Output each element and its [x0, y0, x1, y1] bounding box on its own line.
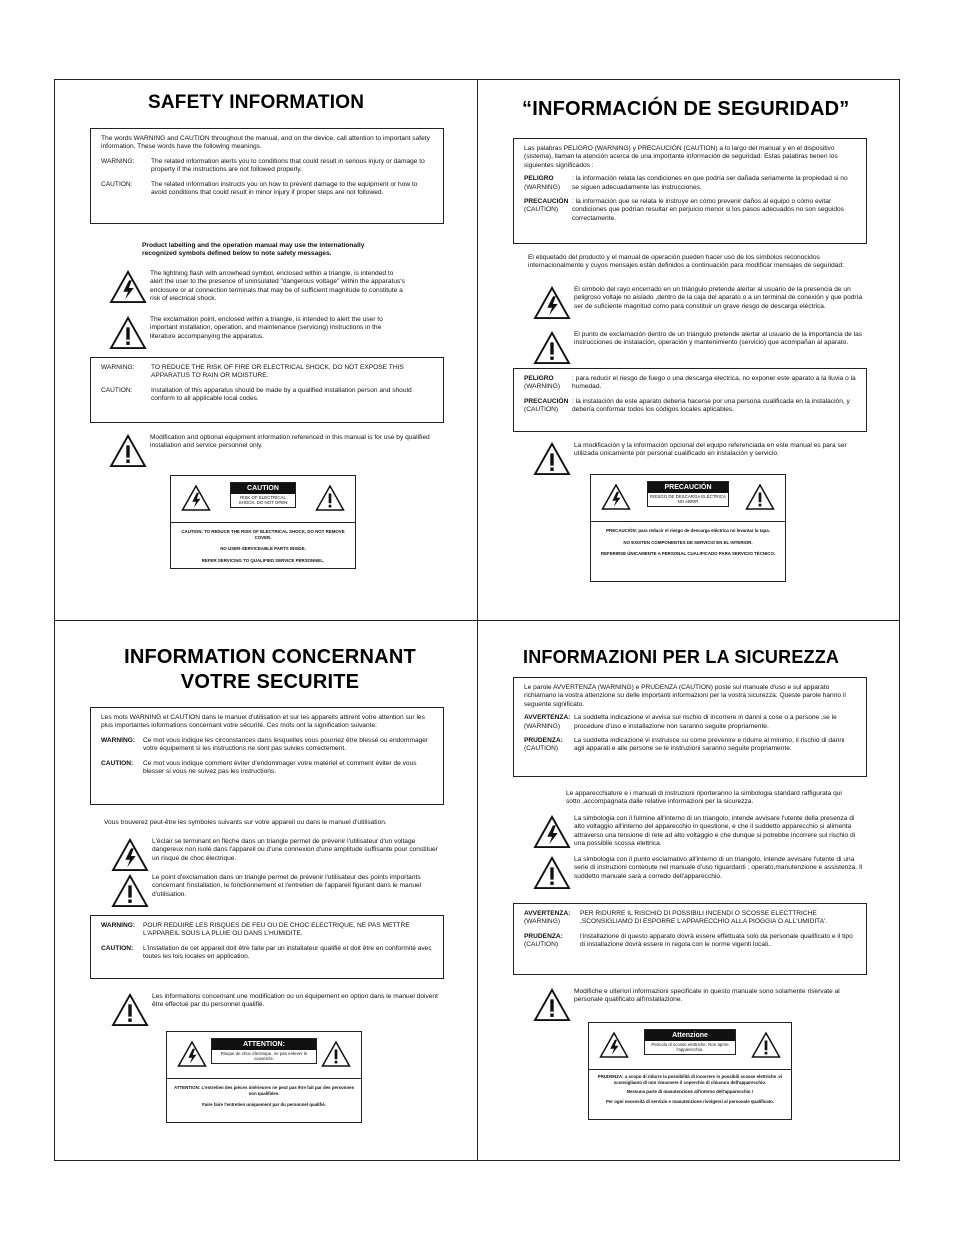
lightning-symbol-row: [108, 838, 438, 872]
exclamation-warning-icon: [745, 483, 775, 511]
warning-sublabel: (WARNING): [524, 183, 561, 191]
caution-label: CAUTION:: [101, 759, 134, 767]
modification-text: Modification and optional equipment information referenced in this manual is for use by qualified installation and service personnel only.: [150, 434, 430, 450]
warning-label: PELIGRO: [524, 175, 554, 183]
caution-text: : la información que se relata le instruye en cómo prevenir daños al equipo o cómo evitar condiciones que podrían resultar en perjuicio menor si los pasos adecuados no son seguidos correctamente.: [572, 198, 844, 222]
caution-label: CAUTION:: [101, 386, 133, 394]
lightning-symbol-row: [106, 270, 406, 304]
intro-text: Las palabras PELIGRO (WARNING) y PRECAUCIÓN (CAUTION) a lo largo del manual y en el dispositivo (sistema), llaman la atención acerca de una importante información de seguridad. Estas palabras tienen los siguientes significados :: [524, 145, 838, 169]
exclamation-symbol-row: [108, 874, 438, 908]
warning-text: PER RIDURRE IL RISCHIO DI POSSIBILI INCENDI O SCOSSE ELECTTRICHE ,SCONSIGLIAMO DI ESPORRE L'APPARECCHIO ALLA PIOGGIA O ALL'UMIDITA'.: [580, 910, 828, 926]
caution-sublabel: (CAUTION): [524, 206, 559, 214]
caution-sublabel: (CAUTION): [524, 406, 559, 414]
caution-sublabel: (CAUTION): [524, 941, 559, 949]
label-subtext: Pericolo di scosse elettriche. Non aprire l'apparecchio.: [645, 1041, 735, 1054]
label-line: REFER SERVICING TO QUALIFIED SERVICE PERSONNEL.: [201, 557, 325, 563]
warning-sublabel: (WARNING): [524, 383, 561, 391]
lightning-text: El símbolo del rayo encerrado en un triángulo pretende alertar al usuario de la presencia de un peligroso voltaje no aislado ,dentro de la caja del aparato o a un terminal de conexión y que podría ser de suficiente magnitud como para constituir un grave riesgo de descarga eléctrica.: [574, 286, 863, 310]
label-line: NO EXISTEN COMPONENTES DE SERVICIO EN EL INTERIOR.: [623, 539, 753, 545]
modification-row: [106, 434, 436, 468]
exclamation-warning-icon: [321, 1040, 351, 1068]
exclamation-warning-icon: [530, 856, 574, 890]
caution-label-graphic: [170, 475, 356, 569]
caution-text: La suddetta indicazione vi instruisce su come prevenire e ridurre al minimo, il rischio di danni agli apparati e alle persone se le instruzioni saranno seguite propriamente.: [574, 737, 845, 753]
exclamation-symbol-row: [106, 316, 406, 350]
warning-text: The related information alerts you to conditions that could result in serious injury or damage to property if the instructions are not followed properly.: [151, 157, 425, 174]
modification-text: Modifiche e ulteriori informazioni specificate in questo manuale sono solamente riservate al personale qualificato all'installazione.: [574, 988, 840, 1004]
exclamation-symbol-row: [530, 856, 864, 890]
lightning-warning-icon: [108, 838, 152, 872]
exclamation-text: The exclamation point, enclosed within a triangle, is intended to alert the user to important installation, operation, and maintenance (servicing) instructions in the literature accompanying the apparatus.: [150, 316, 383, 340]
intro-text: Les mots WARNING et CAUTION dans le manuel d'utilisation et sur les appareils attirent votre attention sur les plus importantes informations concernant votre sécurité. Ces mots ont la signification suivante:: [101, 714, 425, 730]
warning-sublabel: (WARNING): [524, 918, 561, 926]
warning-text: : la información relata las condiciones en que podría ser dañada seriamente la propiedad si no se siguen adecuadamente las instrucciones.: [572, 175, 848, 191]
exclamation-warning-icon: [315, 484, 345, 512]
modification-text: Les informations concernant une modification ou un équipement en option dans le manuel doivent être effectué par du personnel qualifié.: [152, 993, 438, 1009]
lightning-warning-icon: [530, 815, 574, 849]
exclamation-warning-icon: [108, 874, 152, 908]
caution-label: PRECAUCIÓN: [524, 198, 569, 206]
modification-row: [530, 442, 866, 476]
caution-label: CAUTION:: [101, 180, 133, 188]
exclamation-text: El punto de exclamación dentro de un triángulo pretende alertar al usuario de la importancia de las instrucciones de instalación, operación y mantenimiento (servicio) que acompañan al aparato.: [574, 331, 863, 347]
lightning-text: The lightning flash with arrowhead symbol, enclosed within a triangle, is intended to alert the user to the presence of uninsulated "dangerous voltage" within the apparatus's enclosure or at connection terminals that may be of sufficient magnitude to constitute a risk of electrical shock.: [150, 270, 405, 303]
warning-text: POUR REDUIRE LES RISQUES DE FEU OU DE CHOC ELECTRIQUE, NE PAS METTRE L'APPAREIL SOUS LA PLUIE OU DANS L'HUMIDITE.: [143, 922, 410, 938]
page-title: INFORMATION CONCERNANT VOTRE SECURITE: [124, 646, 416, 693]
modification-row: [108, 993, 438, 1027]
exclamation-text: Le point d'exclamation dans un triangle permet de prévenir l'utilisateur des points importants concernant l'installation, le fonctionnement et l'entretien de l'appareil figurant dans le manuel d'utilisation.: [152, 874, 422, 898]
exclamation-symbol-row: [530, 331, 864, 365]
fire-shock-box: [513, 368, 867, 432]
caution-sublabel: (CAUTION): [524, 745, 559, 753]
label-line: PRECAUCIÓN: para reducir el riesgo de descarga eléctrica no levantar la tapa.: [606, 528, 770, 533]
lightning-warning-icon: [181, 484, 211, 512]
caution-text: Ce mot vous indique comment éviter d'endommager votre matériel et comment éviter de vous blesser si vous ne suivez pas les instructions.: [143, 759, 417, 776]
lightning-warning-icon: [106, 270, 150, 304]
caution-text: L'installation de cet appareil doit être faite par un installateur qualifié et doit être en conformité avec toutes les lois locales en application.: [143, 944, 432, 961]
lightning-text: L'éclair se terminant en flèche dans un triangle permet de prévenir l'utilisateur d'un voltage dangereux non isolé dans l'appareil ou d'une connexion d'une amplitude suffisante pour constituer un risque de choc électrique.: [152, 838, 438, 862]
exclamation-warning-icon: [106, 434, 150, 468]
label-heading: ATTENTION:: [212, 1039, 316, 1050]
exclamation-warning-icon: [751, 1031, 781, 1059]
warning-text: La suddetta indicazione vi avvisa sul rischio di incorrere in danni a cose o a persone ,se le procedure d'uso e installazione non saranno seguite propriamente.: [574, 714, 837, 730]
fire-shock-box: [513, 903, 867, 975]
lightning-warning-icon: [530, 286, 574, 320]
page-title: SAFETY INFORMATION: [148, 92, 365, 113]
intro-text: The words WARNING and CAUTION throughout the manual, and on the device, call attention to important safety information. These words have the following meanings.: [101, 135, 430, 151]
caution-text: Installation of this apparatus should be made by a qualified installation person and should conform to all applicable local codes.: [151, 386, 412, 403]
caution-label-graphic: [588, 1022, 792, 1120]
symbols-intro: Product labelling and the operation manual may use the internationally recognized symbols defined below to note safety messages.: [142, 242, 365, 258]
caution-label-graphic: [590, 474, 786, 582]
symbols-intro: Le apparecchiature e i manuali di instruzioni riporteranno la simbologia standard raffigurata qui sotto ,accompagnata dalle relative informazioni per la sicurezza.: [566, 790, 842, 806]
warning-sublabel: (WARNING): [524, 722, 561, 730]
label-line: ATTENTION: L'entretien des pièces intérieures ne peut pas être fait par des personnes non qualifiées.: [173, 1085, 355, 1096]
exclamation-warning-icon: [106, 316, 150, 350]
warning-caution-box: [90, 707, 444, 805]
caution-text: The related information instructs you on how to prevent damage to the equipment or how to avoid conditions that could result in minor injury if proper steps are not followed.: [151, 180, 418, 197]
page-title: “INFORMACIÓN DE SEGURIDAD”: [522, 98, 850, 120]
exclamation-warning-icon: [530, 988, 574, 1022]
lightning-warning-icon: [601, 483, 631, 511]
warning-label: WARNING:: [101, 157, 135, 165]
exclamation-warning-icon: [108, 993, 152, 1027]
warning-label: WARNING:: [101, 736, 136, 744]
label-line: Nessuna parte di manutenzione all'interno dell'apparecchio !: [626, 1089, 754, 1095]
symbols-intro: Vous trouverez peut-être les symboles suivants sur votre appareil ou dans le manuel d'utilisation.: [104, 819, 387, 826]
warning-text: Ce mot vous indique les circonstances dans lesquelles vous pourriez être blessé ou endommager votre équipement si les instructions ne sont pas suivies correctement.: [143, 736, 429, 753]
label-line: PRUDENZA: a scopo di ridurre la possibilità di incorrere in possibili scosse elettriche ,vi sconsigliamo di non rimuovere il coperchio di chiusura dell'apparecchio.: [597, 1074, 783, 1085]
caution-label: PRUDENZA:: [524, 737, 563, 745]
label-line: Per ogni necessità di servizio e manutenzione rivolgersi al personale qualificato.: [605, 1098, 775, 1104]
exclamation-warning-icon: [530, 442, 574, 476]
label-subtext: RISK OF ELECTRICAL SHOCK. DO NOT OPEN: [231, 494, 295, 507]
label-heading: Attenzione: [645, 1030, 735, 1041]
lightning-symbol-row: [530, 286, 864, 320]
caution-label: CAUTION:: [101, 944, 134, 952]
caution-text: l'installazione di questo apparato dovrà essere effettuata solo da personale qualificato e il tipo di installazione dovrà essere in regola con le norme vigenti locali..: [580, 932, 853, 949]
lightning-warning-icon: [177, 1040, 207, 1068]
exclamation-text: La simbologia con il punto esclamativo all'interno di un triangolo, intende avvisare l'utente di una serie di instruzioni contenute nel manuale d'uso riguardanti : operato,manutenzione e assistenza. Il suddetto manuale sarà a corredo dell'apparecchio.: [574, 856, 863, 880]
lightning-text: La simbologia con il fulmine all'interno di un triangolo, intende avvisare l'utente della presenza di alto voltaggio all'interno del apparecchio in questione, e che il suddetto apparecchio si alimenta attraverso una tensione di rete ad alto voltaggio e che dunque si potrebbe incorrere sul rischio di una possibile scossa elettrica.: [574, 815, 856, 848]
page-title: INFORMAZIONI PER LA SICUREZZA: [523, 647, 840, 667]
fire-shock-box: [90, 915, 444, 979]
warning-label: AVVERTENZA:: [524, 910, 571, 917]
caution-label: PRUDENZA:: [524, 932, 563, 940]
warning-text: TO REDUCE THE RISK OF FIRE OR ELECTRICAL SHOCK, DO NOT EXPOSE THIS APPARATUS TO RAIN OR MOISTURE.: [151, 364, 404, 380]
warning-text: : para reducir el riesgo de fuego o una descarga electrica, no exponer este aparato a la lluvia o la humedad.: [572, 375, 856, 391]
label-line: CAUTION: TO REDUCE THE RISK OF ELECTRICAL SHOCK, DO NOT REMOVE COVER.: [181, 529, 345, 540]
exclamation-warning-icon: [530, 331, 574, 365]
label-heading: PRECAUCIÓN: [648, 482, 728, 493]
caution-label-graphic: [166, 1031, 362, 1123]
warning-caution-box: [513, 138, 867, 244]
lightning-symbol-row: [530, 815, 864, 849]
warning-label: WARNING:: [101, 922, 136, 929]
label-subtext: Risque de choc électrique, ne pas enlever le couvercle.: [212, 1050, 316, 1063]
warning-caution-box: [90, 128, 444, 224]
warning-label: PELIGRO: [524, 375, 554, 382]
modification-text: La modificación y la información opcional del equipo referenciada en este manual es para ser utilizada únicamente por personal cualificado en instalación y servicio.: [574, 442, 847, 458]
symbols-intro: El etiquetado del producto y el manual de operación pueden hacer uso de los símbolos reconocidos internacionalmente y cuyos mensajes están definidos a continuación para modificar mensajes de seguridad:: [528, 254, 844, 270]
label-line: Faire faire l'entretien uniquement par du personnel qualifié.: [202, 1102, 326, 1108]
warning-label: WARNING:: [101, 364, 135, 371]
caution-label: PRECAUCIÓN: [524, 397, 569, 405]
modification-row: [530, 988, 864, 1022]
label-subtext: RIESGO DE DESCARGA ELÉCTRICA NO ABRIR: [648, 493, 728, 506]
warning-caution-box: [513, 677, 867, 777]
quadrant-divider-horizontal: [54, 620, 900, 621]
intro-text: Le parole AVVERTENZA (WARNING) e PRUDENZA (CAUTION) poste sul manuale d'uso e sul apparato richiamano la vostra attenzione su delle importanti informazioni per la vostra sicurezza. Queste parole hanno il seguente significato.: [524, 684, 846, 708]
label-heading: CAUTION: [231, 483, 295, 494]
fire-shock-box: [90, 357, 444, 423]
warning-label: AVVERTENZA:: [524, 714, 571, 722]
label-line: REFERIRSE ÚNICAMENTE A PERSONAL CUALIFICADO PARA SERVICIO TÉCNICO.: [600, 551, 776, 557]
label-line: NO USER-SERVICEABLE PARTS INSIDE.: [220, 546, 306, 552]
caution-text: : la instalación de este aparato debería hacerse por una persona cualificada en la instalación, y debería conformar todos los códigos locales aplicables.: [572, 397, 850, 414]
lightning-warning-icon: [599, 1031, 629, 1059]
